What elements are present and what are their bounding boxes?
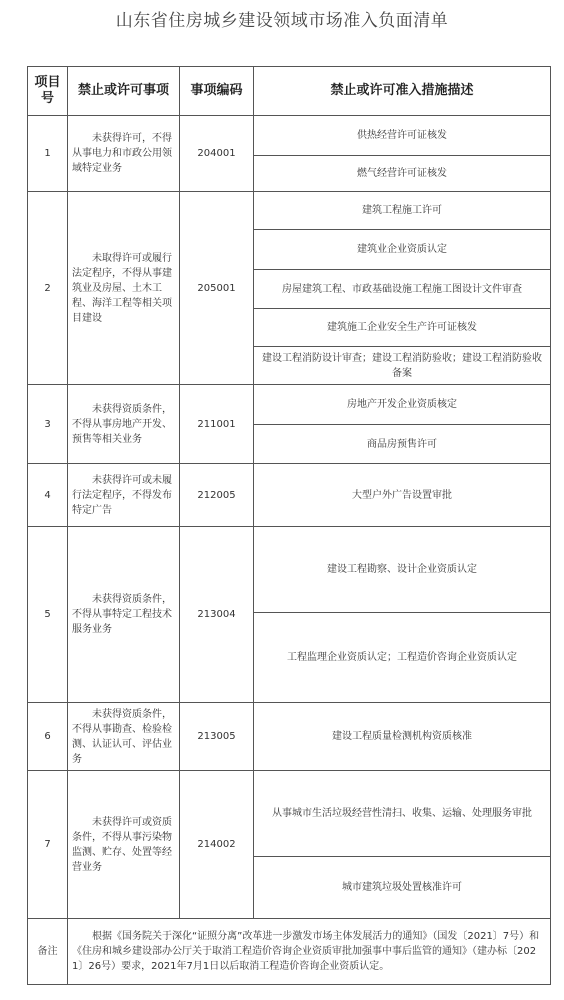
- row-code: 212005: [180, 464, 254, 527]
- note-text: 根据《国务院关于深化“证照分离”改革进一步激发市场主体发展活力的通知》（国发〔2021〕7号）和《住房和城乡建设部办公厅关于取消工程造价咨询企业资质审批加强事中事后监管的通知》（建办标〔2021〕26号）要求，2021年7月1日以后取消工程造价咨询企业资质认定。: [68, 919, 551, 985]
- row-measure: 建筑业企业资质认定: [254, 230, 551, 270]
- row-item: 未获得许可，不得从事电力和市政公用领域特定业务: [68, 116, 180, 192]
- row-measure: 建设工程勘察、设计企业资质认定: [254, 527, 551, 613]
- row-item: 未取得许可或履行法定程序，不得从事建筑业及房屋、土木工程、海洋工程等相关项目建设: [68, 192, 180, 385]
- row-code: 214002: [180, 771, 254, 919]
- row-measure: 从事城市生活垃圾经营性清扫、收集、运输、处理服务审批: [254, 771, 551, 857]
- header-item-no: 项目号: [28, 67, 68, 116]
- row-measure: 城市建筑垃圾处置核准许可: [254, 857, 551, 919]
- row-code: 211001: [180, 385, 254, 464]
- row-measure: 房屋建筑工程、市政基础设施工程施工图设计文件审查: [254, 270, 551, 309]
- row-code: 204001: [180, 116, 254, 192]
- row-measure: 建设工程质量检测机构资质核准: [254, 703, 551, 771]
- page-title: 山东省住房城乡建设领域市场准入负面清单: [115, 11, 449, 31]
- row-no: 1: [28, 116, 68, 192]
- table-row: [28, 527, 551, 613]
- row-item: 未获得资质条件，不得从事房地产开发、预售等相关业务: [68, 385, 180, 464]
- row-item: 未获得许可或未履行法定程序，不得发布特定广告: [68, 464, 180, 527]
- table-row: [28, 192, 551, 230]
- note-label: 备注: [28, 919, 68, 985]
- row-no: 6: [28, 703, 68, 771]
- row-measure: 建筑工程施工许可: [254, 192, 551, 230]
- header-measures: 禁止或许可准入措施描述: [254, 67, 551, 116]
- negative-list-table: [27, 66, 551, 985]
- row-no: 4: [28, 464, 68, 527]
- row-measure: 房地产开发企业资质核定: [254, 385, 551, 425]
- note-row: [28, 919, 551, 985]
- row-item: 未获得资质条件，不得从事勘查、检验检测、认证认可、评估业务: [68, 703, 180, 771]
- row-measure: 商品房预售许可: [254, 425, 551, 464]
- row-item: 未获得资质条件，不得从事特定工程技术服务业务: [68, 527, 180, 703]
- table-row: [28, 771, 551, 857]
- table-row: [28, 703, 551, 771]
- header-code: 事项编码: [180, 67, 254, 116]
- row-code: 213005: [180, 703, 254, 771]
- table-row: [28, 464, 551, 527]
- table-row: [28, 385, 551, 425]
- row-no: 7: [28, 771, 68, 919]
- row-code: 213004: [180, 527, 254, 703]
- row-measure: 大型户外广告设置审批: [254, 464, 551, 527]
- row-measure: 供热经营许可证核发: [254, 116, 551, 156]
- table-row: [28, 116, 551, 156]
- row-measure: 建筑施工企业安全生产许可证核发: [254, 309, 551, 347]
- row-code: 205001: [180, 192, 254, 385]
- row-measure: 建设工程消防设计审查；建设工程消防验收；建设工程消防验收备案: [254, 347, 551, 385]
- row-measure: 工程监理企业资质认定；工程造价咨询企业资质认定: [254, 613, 551, 703]
- row-no: 3: [28, 385, 68, 464]
- row-measure: 燃气经营许可证核发: [254, 156, 551, 192]
- row-item: 未获得许可或资质条件，不得从事污染物监测、贮存、处置等经营业务: [68, 771, 180, 919]
- row-no: 2: [28, 192, 68, 385]
- header-item: 禁止或许可事项: [68, 67, 180, 116]
- row-no: 5: [28, 527, 68, 703]
- header-row: [28, 67, 551, 116]
